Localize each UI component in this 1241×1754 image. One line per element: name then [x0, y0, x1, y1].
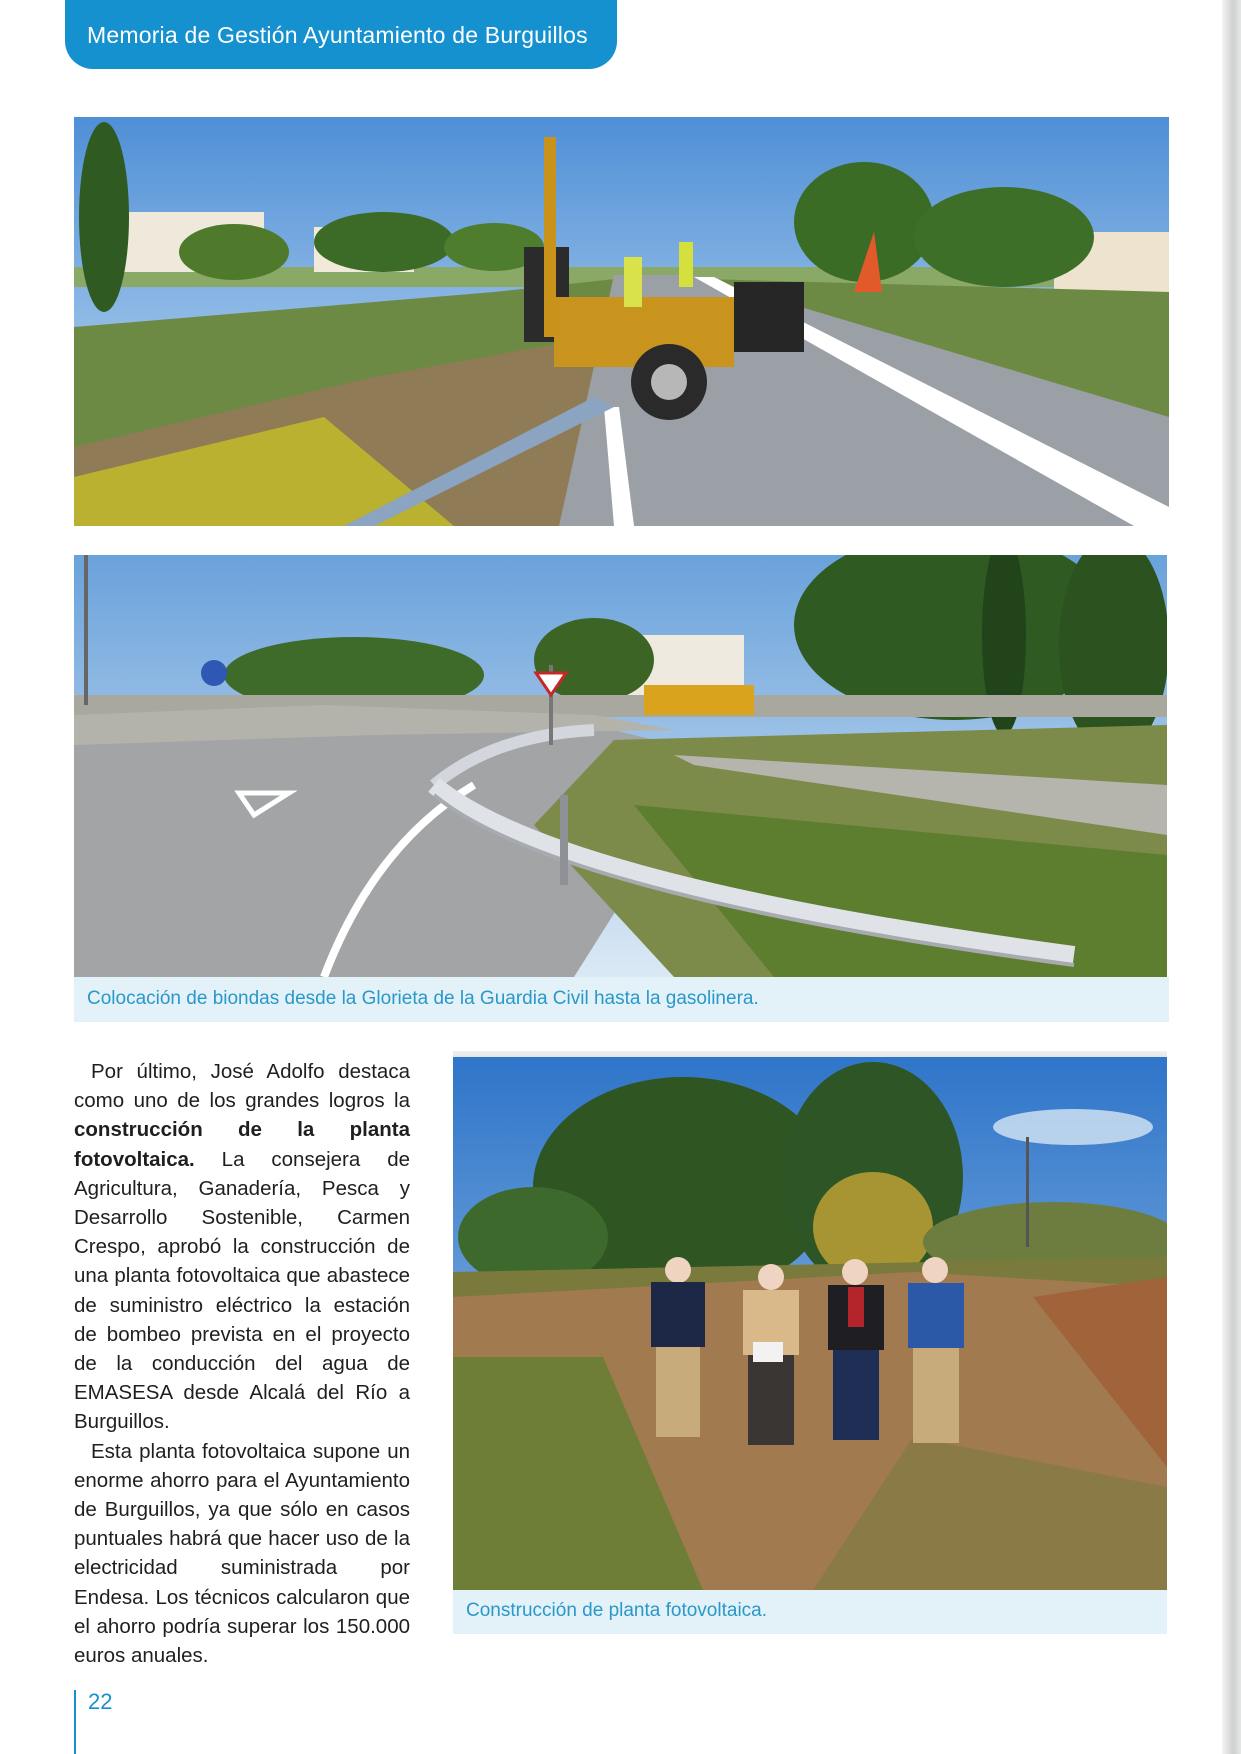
paragraph-1-intro: Por último, José Adolfo destaca como uno de los grandes logros la	[74, 1060, 410, 1113]
paragraph-1-rest: La consejera de Agricultura, Ganadería, Pesca y Desarrollo Sostenible, Carmen Crespo, aprobó la construcción de una planta fotovoltaica que abastece de suministro eléctrico la estación de bombeo prevista en el proyecto de la conducción del agua de EMASESA desde Alcalá del Río a Burguillos.	[74, 1147, 410, 1434]
photo-caption-roundabout: Colocación de biondas desde la Glorieta de la Guardia Civil hasta la gasolinera.	[74, 977, 1169, 1022]
article-paragraph-1	[74, 1057, 410, 1437]
photo-road-works	[74, 117, 1169, 526]
article-body	[74, 1057, 410, 1670]
article-paragraph-2: Esta planta fotovoltaica supone un enorme ahorro para el Ayuntamiento de Burguillos, ya que sólo en casos puntuales habrá que hacer uso de la electricidad suministrada por Endesa. Los técnicos calcularon que el ahorro podría superar los 150.000 euros anuales.	[74, 1439, 410, 1668]
header-tab	[65, 0, 617, 69]
page-edge-shadow	[1222, 0, 1241, 1754]
header-title: Memoria de Gestión Ayuntamiento de Burguillos	[87, 22, 588, 48]
page-number: 22	[88, 1689, 113, 1714]
paragraph-1-highlight: construcción de la planta fotovoltaica.	[74, 1118, 410, 1171]
photo-solar-plant-site	[453, 1057, 1167, 1590]
photo-caption-solar-plant: Construcción de planta fotovoltaica.	[453, 1590, 1167, 1634]
page-number-rule	[74, 1690, 76, 1754]
photo-roundabout-guardrail	[74, 555, 1167, 977]
